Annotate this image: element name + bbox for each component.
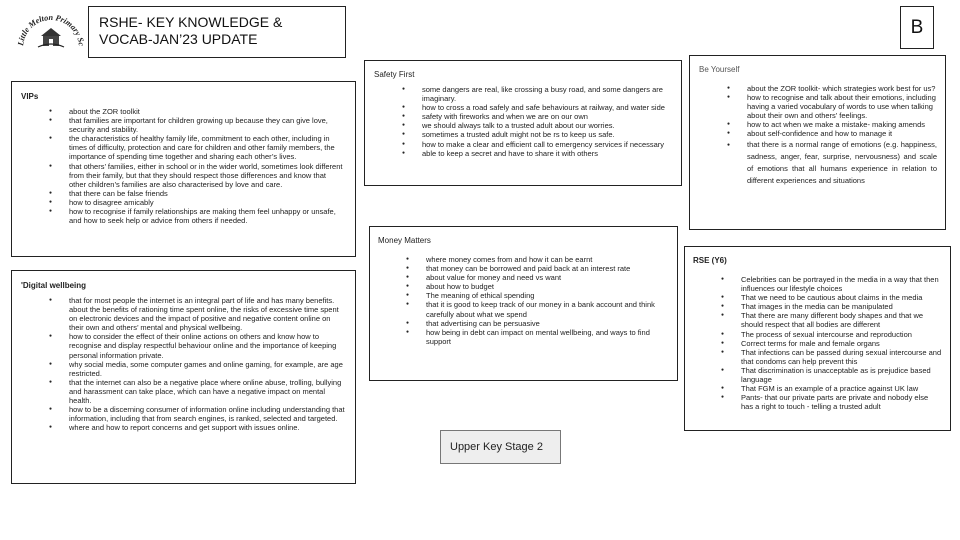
list-item: ● That FGM is an example of a practice against UK law — [693, 384, 942, 393]
list-item: ● where and how to report concerns and get support with issues online. — [21, 423, 345, 432]
list-item: ● That images in the media can be manipulated — [693, 302, 942, 311]
list-item: ● Correct terms for male and female organs — [693, 339, 942, 348]
list-item: ● how to consider the effect of their online actions on others and know how to recognise and display respectful behaviour online and the importance of keeping personal information private. — [21, 332, 345, 359]
list-item: ● The process of sexual intercourse and reproduction — [693, 330, 942, 339]
list-item: ● that there can be false friends — [21, 189, 345, 198]
list-item: ● how to be a discerning consumer of information online including understanding that information, including that from search engines, is ranked, selected and targeted. — [21, 405, 345, 423]
page-title-line-2: VOCAB-JAN’23 UPDATE — [99, 31, 258, 47]
vips-title: VIPs — [21, 92, 39, 101]
safety-first-list — [374, 85, 673, 158]
rse-section — [684, 246, 951, 431]
school-logo — [14, 6, 88, 54]
page-title — [88, 6, 346, 58]
list-item: ● that for most people the internet is an integral part of life and has many benefits. about the benefits of rationing time spent online, the risks of excessive time spent on electronic devices and the impact of positive and negative content online on their own and others’ mental and physical wellbeing. — [21, 296, 345, 332]
list-item: ● how to recognise and talk about their emotions, including having a varied vocabulary of words to use when talking about their own and others’ feelings. — [699, 93, 937, 120]
money-matters-section — [369, 226, 678, 381]
school-logo-icon — [14, 6, 88, 54]
list-item: ● that the internet can also be a negative place where online abuse, trolling, bullying and harassment can take place, which can have a negative impact on mental health. — [21, 378, 345, 405]
money-matters-list — [378, 255, 669, 346]
list-item: ● we should always talk to a trusted adult about our worries. — [374, 121, 673, 130]
rse-list — [693, 275, 942, 411]
list-item: ● safety with fireworks and when we are on our own — [374, 112, 673, 121]
list-item: ● able to keep a secret and have to share it with others — [374, 149, 673, 158]
list-item: ● how to disagree amicably — [21, 198, 345, 207]
list-item: ● Celebrities can be portrayed in the media in a way that then influences our lifestyle choices — [693, 275, 942, 293]
list-item: ● about how to budget — [378, 282, 669, 291]
safety-first-title: Safety First — [374, 70, 415, 79]
list-item: ● the characteristics of healthy family life, commitment to each other, including in times of difficulty, protection and care for children and other family members, the importance of spending time together and sharing each other’s lives. — [21, 134, 345, 161]
be-yourself-title: Be Yourself — [699, 65, 740, 74]
list-item: ● where money comes from and how it can be earnt — [378, 255, 669, 264]
list-item: ● The meaning of ethical spending — [378, 291, 669, 300]
list-item: ● That we need to be cautious about claims in the media — [693, 293, 942, 302]
list-item: ● how to act when we make a mistake- making amends — [699, 120, 937, 129]
be-yourself-section — [689, 55, 946, 230]
list-item: ● how to recognise if family relationships are making them feel unhappy or unsafe, and how to seek help or advice from others if needed. — [21, 207, 345, 225]
list-item: ● Pants- that our private parts are private and nobody else has a right to touch - telling a trusted adult — [693, 393, 942, 411]
list-item: ● about self-confidence and how to manage it — [699, 129, 937, 138]
list-item: ● about the ZOR toolkit- which strategies work best for us? — [699, 84, 937, 93]
list-item: ● about value for money and need vs want — [378, 273, 669, 282]
list-item: ● that advertising can be persuasive — [378, 319, 669, 328]
digital-wellbeing-section — [11, 270, 356, 484]
list-item: ● how being in debt can impact on mental wellbeing, and ways to find support — [378, 328, 669, 346]
key-stage-label: Upper Key Stage 2 — [440, 430, 561, 464]
page-letter: B — [900, 6, 934, 49]
vips-section — [11, 81, 356, 257]
safety-first-section — [364, 60, 682, 186]
list-item: ● how to make a clear and efficient call to emergency services if necessary — [374, 140, 673, 149]
digital-wellbeing-list — [21, 296, 351, 433]
list-item: ● that it is good to keep track of our money in a bank account and think carefully about what we spend — [378, 300, 669, 318]
list-item: ● that money can be borrowed and paid back at an interest rate — [378, 264, 669, 273]
list-item: ● that there is a normal range of emotions (e.g. happiness, sadness, anger, fear, surprise, nervousness) and scale of emotions that all humans experience in relation to different experiences and situations — [699, 139, 937, 188]
rse-title: RSE (Y6) — [693, 256, 727, 265]
money-matters-title: Money Matters — [378, 236, 431, 245]
list-item: ● That infections can be passed during sexual intercourse and that condoms can help prevent this — [693, 348, 942, 366]
list-item: ● how to cross a road safely and safe behaviours at railway, and water side — [374, 103, 673, 112]
list-item: ● That discrimination is unacceptable as is prejudice based language — [693, 366, 942, 384]
be-yourself-list — [699, 84, 937, 188]
list-item: ● sometimes a trusted adult might not be rs to keep us safe. — [374, 130, 673, 139]
list-item: ● about the ZOR toolkit — [21, 107, 345, 116]
school-logo-text: Little Melton Primary Sc — [16, 12, 86, 47]
list-item: ● that others’ families, either in school or in the wider world, sometimes look different from their family, but that they should respect those differences and know that other children’s families are also characterised by love and care. — [21, 162, 345, 189]
list-item: ● that families are important for children growing up because they can give love, security and stability. — [21, 116, 345, 134]
list-item: ● some dangers are real, like crossing a busy road, and some dangers are imaginary. — [374, 85, 673, 103]
digital-wellbeing-title: 'Digital wellbeing — [21, 281, 87, 290]
list-item: ● why social media, some computer games and online gaming, for example, are age restricted. — [21, 360, 345, 378]
list-item: ● That there are many different body shapes and that we should respect that all bodies are different — [693, 311, 942, 329]
vips-list — [21, 107, 345, 225]
page-title-line-1: RSHE- KEY KNOWLEDGE & — [99, 14, 283, 30]
